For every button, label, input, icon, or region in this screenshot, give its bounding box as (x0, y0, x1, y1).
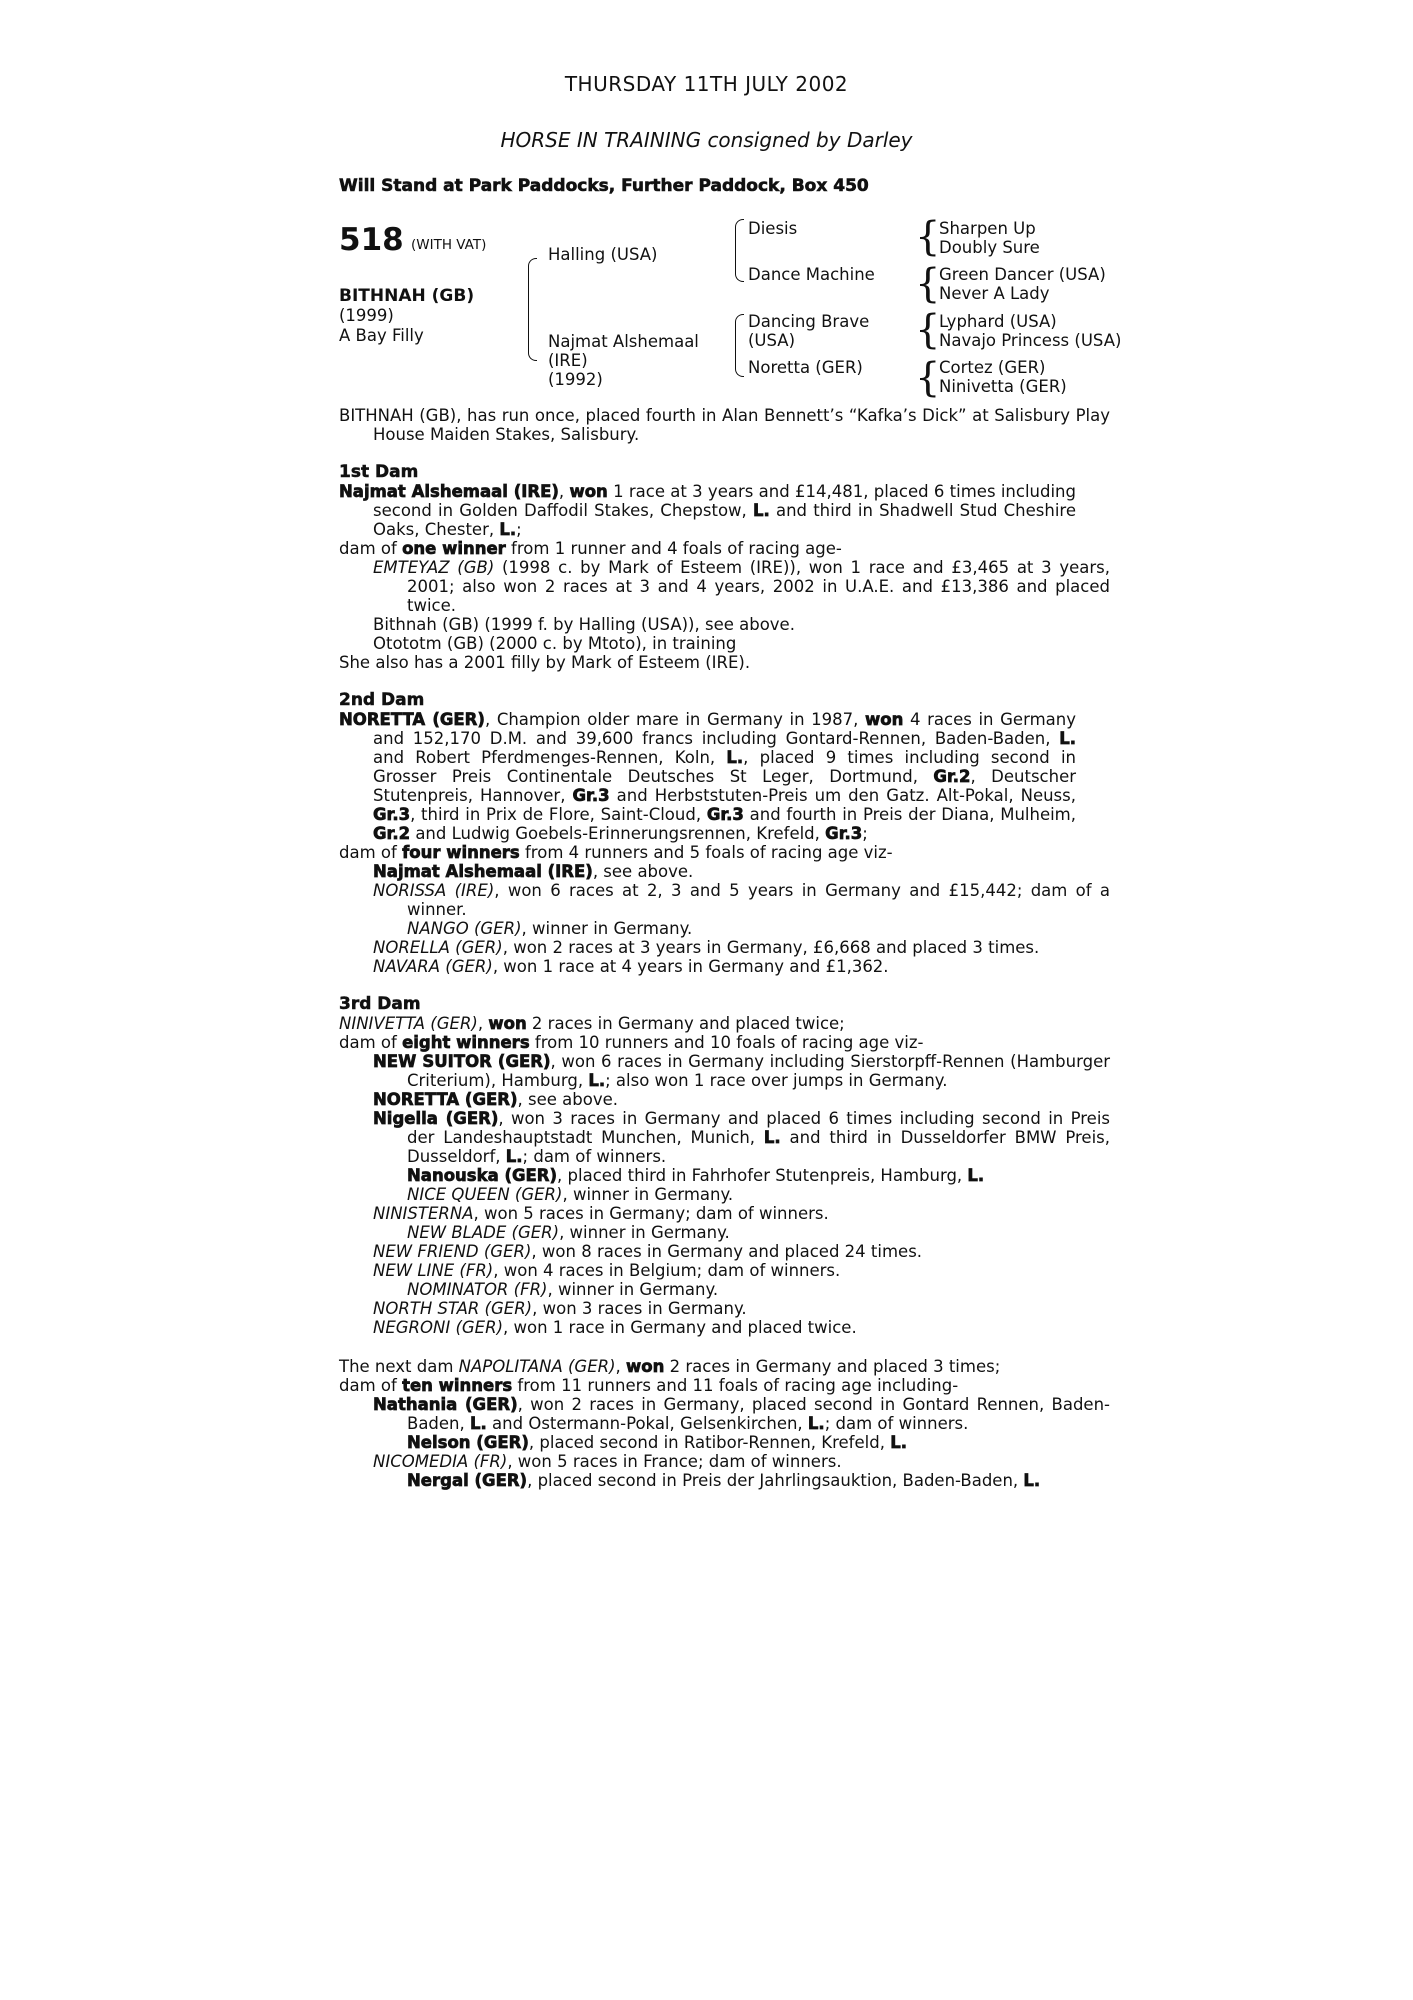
horse-year: (1999) (339, 306, 394, 325)
produce-entry: NINISTERNA, won 5 races in Germany; dam of winners. (373, 1204, 829, 1223)
pedigree-brace: { (915, 355, 941, 401)
produce-entry: NEW BLADE (GER), winner in Germany. (407, 1223, 730, 1242)
consignment-title: HORSE IN TRAINING consigned by Darley (500, 128, 913, 152)
dam-name: Najmat Alshemaal (IRE) (339, 482, 559, 501)
sire-sire-sire: Sharpen Up (939, 219, 1036, 238)
dam-record: Najmat Alshemaal (IRE), won 1 race at 3 years and £14,481, placed 6 times including second in Golden Daffodil Stakes, Chepstow, L. and third in Shadwell Stud Cheshire Oaks, Chester, L.; (339, 482, 1076, 539)
sire: Halling (USA) (548, 245, 658, 264)
produce-entry: Bithnah (GB) (1999 f. by Halling (USA)), see above. (373, 615, 795, 634)
pedigree-brace: { (915, 261, 941, 307)
dam-dam-dam: Ninivetta (GER) (939, 377, 1067, 396)
dam: (IRE) (548, 351, 588, 370)
produce-entry: NORETTA (GER), see above. (373, 1090, 619, 1109)
produce-entry: Nelson (GER), placed second in Ratibor-Rennen, Krefeld, L. (407, 1433, 907, 1452)
vat-note: (WITH VAT) (411, 237, 487, 253)
section-heading: 1st Dam (339, 462, 419, 482)
produce-entry: NAVARA (GER), won 1 race at 4 years in Germany and £1,362. (373, 957, 889, 976)
produce-entry: NICOMEDIA (FR), won 5 races in France; dam of winners. (373, 1452, 842, 1471)
produce-entry: NORELLA (GER), won 2 races at 3 years in Germany, £6,668 and placed 3 times. (373, 938, 1040, 957)
record-text: and third in Shadwell Stud Cheshire Oaks, Chester, (373, 501, 1076, 539)
pedigree-brace (528, 258, 537, 311)
produce-entry: Najmat Alshemaal (IRE), see above. (373, 862, 694, 881)
section-heading: 2nd Dam (339, 690, 425, 710)
sire-sire: Diesis (748, 219, 798, 238)
horse-name: BITHNAH (GB) (339, 286, 475, 306)
produce-entry: NICE QUEEN (GER), winner in Germany. (407, 1185, 734, 1204)
dam-sire: Dancing Brave (748, 312, 870, 331)
sire-sire-dam: Doubly Sure (939, 238, 1040, 257)
pedigree-brace (735, 219, 744, 246)
produce-entry: Otototm (GB) (2000 c. by Mtoto), in training (373, 634, 737, 653)
page-date: THURSDAY 11TH JULY 2002 (564, 72, 849, 96)
pedigree-brace (735, 340, 744, 377)
dam: Najmat Alshemaal (548, 332, 699, 351)
produce-entry: NEW SUITOR (GER), won 6 races in Germany including Sierstorpff-Rennen (Hamburger Criterium), Hamburg, L.; also won 1 race over jumps in Germany. (373, 1052, 1110, 1090)
dam-sire: (USA) (748, 331, 796, 350)
sire-dam-dam: Never A Lady (939, 284, 1050, 303)
pedigree-brace (735, 314, 744, 341)
first-dam-section (339, 462, 1110, 672)
produce-entry: NANGO (GER), winner in Germany. (407, 919, 693, 938)
produce-entry: Nathania (GER), won 2 races in Germany, placed second in Gontard Rennen, Baden-Baden, L. and Ostermann-Pokal, Gelsenkirchen, L.; dam of winners. (373, 1395, 1110, 1433)
sire-dam: Dance Machine (748, 265, 875, 284)
produce-note: She also has a 2001 filly by Mark of Esteem (IRE). (339, 653, 751, 672)
produce-entry: NORTH STAR (GER), won 3 races in Germany. (373, 1299, 747, 1318)
produce-summary: dam of four winners from 4 runners and 5 foals of racing age viz- (339, 843, 893, 862)
pedigree-brace: { (915, 307, 941, 353)
pedigree-brace (735, 245, 744, 282)
produce-entry: Nanouska (GER), placed third in Fahrhofer Stutenpreis, Hamburg, L. (407, 1166, 985, 1185)
won-label: won (569, 482, 608, 501)
produce-entry: NEW FRIEND (GER), won 8 races in Germany and placed 24 times. (373, 1242, 923, 1261)
second-dam-section (339, 690, 1111, 976)
produce-entry: NOMINATOR (FR), winner in Germany. (407, 1280, 719, 1299)
pedigree-brace: { (915, 214, 941, 260)
dam-record: NINIVETTA (GER), won 2 races in Germany and placed twice; (339, 1014, 845, 1033)
produce-summary: dam of one winner from 1 runner and 4 foals of racing age- (339, 539, 842, 558)
stand-location: Will Stand at Park Paddocks, Further Paddock, Box 450 (339, 176, 869, 196)
section-heading: 3rd Dam (339, 994, 421, 1014)
dam-dam-sire: Cortez (GER) (939, 358, 1046, 377)
sire-dam-sire: Green Dancer (USA) (939, 265, 1106, 284)
horse-description: A Bay Filly (339, 326, 424, 345)
produce-entry: Nigella (GER), won 3 races in Germany and placed 6 times including second in Preis der Landeshauptstadt Munchen, Munich, L. and third in Dusseldorfer BMW Preis, Dusseldorf, L.; dam of winners. (373, 1109, 1111, 1166)
third-dam-section (339, 994, 1111, 1337)
produce-summary: dam of ten winners from 11 runners and 11 foals of racing age including- (339, 1376, 959, 1395)
produce-entry: NORISSA (IRE), won 6 races at 2, 3 and 5 years in Germany and £15,442; dam of a winner. (373, 881, 1111, 919)
produce-summary: dam of eight winners from 10 runners and 10 foals of racing age viz- (339, 1033, 924, 1052)
lot-number: 518 (339, 222, 404, 258)
record-text: 1 race at 3 years and £14,481, placed 6 times including second in Golden Daffodil Stakes, Chepstow, (373, 482, 1076, 520)
listed-badge: L. (752, 501, 770, 520)
race-record: BITHNAH (GB), has run once, placed fourth in Alan Bennett’s “Kafka’s Dick” at Salisbury Play House Maiden Stakes, Salisbury. (339, 406, 1110, 444)
dam-dam: Noretta (GER) (748, 358, 863, 377)
produce-entry: NEGRONI (GER), won 1 race in Germany and placed twice. (373, 1318, 857, 1337)
dam-sire-sire: Lyphard (USA) (939, 312, 1057, 331)
listed-badge: L. (499, 520, 517, 539)
record-text: ; (516, 520, 522, 539)
pedigree-brace (528, 310, 537, 361)
next-dam-section (339, 1357, 1110, 1490)
dam: (1992) (548, 370, 603, 389)
dam-record: The next dam NAPOLITANA (GER), won 2 races in Germany and placed 3 times; (339, 1357, 1001, 1376)
produce-entry: NEW LINE (FR), won 4 races in Belgium; dam of winners. (373, 1261, 841, 1280)
produce-entry: EMTEYAZ (GB) (1998 c. by Mark of Esteem (IRE)), won 1 race and £3,465 at 3 years, 2001; also won 2 races at 3 and 4 years, 2002 in U.A.E. and £13,386 and placed twice. (373, 558, 1110, 615)
dam-sire-dam: Navajo Princess (USA) (939, 331, 1122, 350)
produce-entry: Nergal (GER), placed second in Preis der Jahrlingsauktion, Baden-Baden, L. (407, 1471, 1041, 1490)
dam-record: NORETTA (GER), Champion older mare in Germany in 1987, won 4 races in Germany and 152,170 D.M. and 39,600 francs including Gontard-Rennen, Baden-Baden, L. and Robert Pferdmenges-Rennen, Koln, L., placed 9 times including second in Grosser Preis Continentale Deutsches St Leger, Dortmund, Gr.2, Deutscher Stutenpreis, Hannover, Gr.3 and Herbststuten-Preis um den Gatz. Alt-Pokal, Neuss, Gr.3, third in Prix de Flore, Saint-Cloud, Gr.3 and fourth in Preis der Diana, Mulheim, Gr.2 and Ludwig Goebels-Erinnerungsrennen, Krefeld, Gr.3; (339, 710, 1076, 843)
